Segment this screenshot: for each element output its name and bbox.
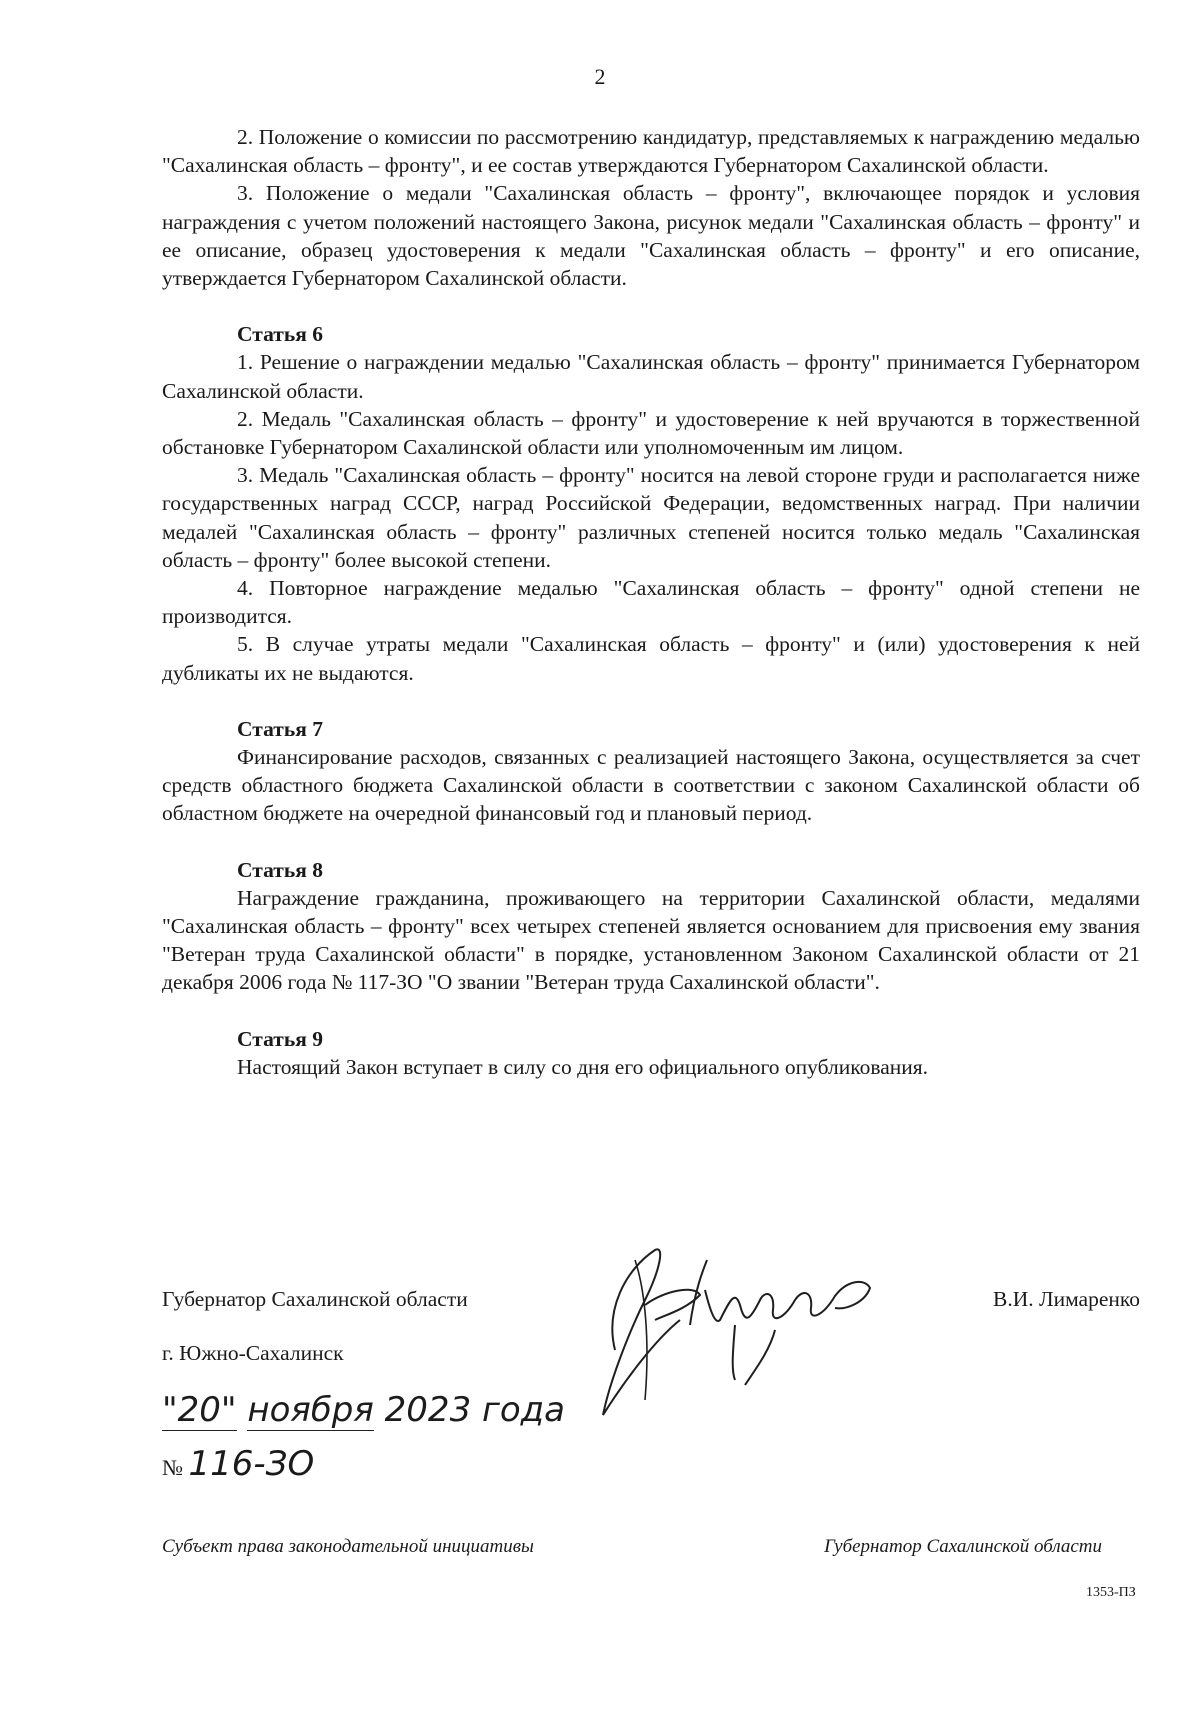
- number-value: 116-ЗО: [188, 1444, 315, 1484]
- article6-paragraph-5: 5. В случае утраты медали "Сахалинская область – фронту" и (или) удостоверения к ней дубликаты их не выдаются.: [162, 632, 1140, 685]
- article8-paragraph-1: Награждение гражданина, проживающего на территории Сахалинской области, медалями "Сахалинская область – фронту" всех четырех степеней является основанием для присвоения ему звания "Ветеран труда Сахалинской области" в порядке, установленном Законом Сахалинской области от 21 декабря 2006 года № 117-ЗО "О звании "Ветеран труда Сахалинской области".: [162, 885, 1140, 995]
- article9-heading: Статья 9: [237, 1026, 323, 1051]
- law-number: [162, 1444, 314, 1484]
- signatory-position: Губернатор Сахалинской области: [162, 1287, 468, 1311]
- date-quote-open: ": [162, 1390, 178, 1430]
- number-prefix: №: [162, 1455, 183, 1480]
- date-day: 20: [177, 1390, 221, 1430]
- signatory-name: В.И. Лимаренко: [993, 1287, 1140, 1311]
- document-body: [162, 123, 1140, 1081]
- article6-paragraph-3: 3. Медаль "Сахалинская область – фронту" носится на левой стороне груди и располагается ниже государственных наград СССР, наград Российской Федерации, ведомственных наград. При наличии медалей "Сахалинская область – фронту" различных степеней носится только медаль "Сахалинская область – фронту" более высокой степени.: [162, 463, 1140, 572]
- city-line: г. Южно-Сахалинск: [162, 1341, 344, 1365]
- article6-paragraph-4: 4. Повторное награждение медалью "Сахалинская область – фронту" одной степени не производится.: [162, 576, 1140, 629]
- date-month: ноября: [247, 1390, 374, 1430]
- signing-date: [162, 1390, 565, 1430]
- article6-heading: Статья 6: [237, 322, 323, 347]
- document-code: 1353-ПЗ: [1086, 1585, 1136, 1600]
- article6-paragraph-2: 2. Медаль "Сахалинская область – фронту" и удостоверение к ней вручаются в торжественной обстановке Губернатором Сахалинской области или уполномоченным им лицом.: [162, 406, 1140, 460]
- article8-heading: Статья 8: [237, 857, 323, 882]
- date-day-block: [162, 1390, 237, 1431]
- date-year: 2023 года: [384, 1390, 566, 1430]
- handwritten-signature: [585, 1230, 895, 1430]
- page-number: 2: [594, 64, 606, 89]
- article7-paragraph-1: Финансирование расходов, связанных с реализацией настоящего Закона, осуществляется за счет средств областного бюджета Сахалинской области в соответствии с законом Сахалинской области об областном бюджете на очередной финансовый год и плановый период.: [162, 745, 1140, 826]
- article5-paragraph-3: 3. Положение о медали "Сахалинская область – фронту", включающее порядок и условия награждения с учетом положений настоящего Закона, рисунок медали "Сахалинская область – фронту" и ее описание, образец удостоверения к медали "Сахалинская область – фронту" и его описание, утверждается Губернатором Сахалинской области.: [162, 181, 1140, 291]
- article5-paragraph-2: 2. Положение о комиссии по рассмотрению кандидатур, представляемых к награждению медалью "Сахалинская область – фронту", и ее состав утверждаются Губернатором Сахалинской области.: [162, 125, 1140, 178]
- date-quote-close: ": [220, 1390, 237, 1430]
- article9-paragraph-1: Настоящий Закон вступает в силу со дня его официального опубликования.: [237, 1054, 929, 1079]
- footer-initiative-subject: Субъект права законодательной инициативы: [162, 1536, 534, 1557]
- footer-governor: Губернатор Сахалинской области: [824, 1536, 1102, 1557]
- article7-heading: Статья 7: [237, 716, 323, 741]
- article6-paragraph-1: 1. Решение о награждении медалью "Сахалинская область – фронту" принимается Губернатором Сахалинской области.: [162, 350, 1140, 403]
